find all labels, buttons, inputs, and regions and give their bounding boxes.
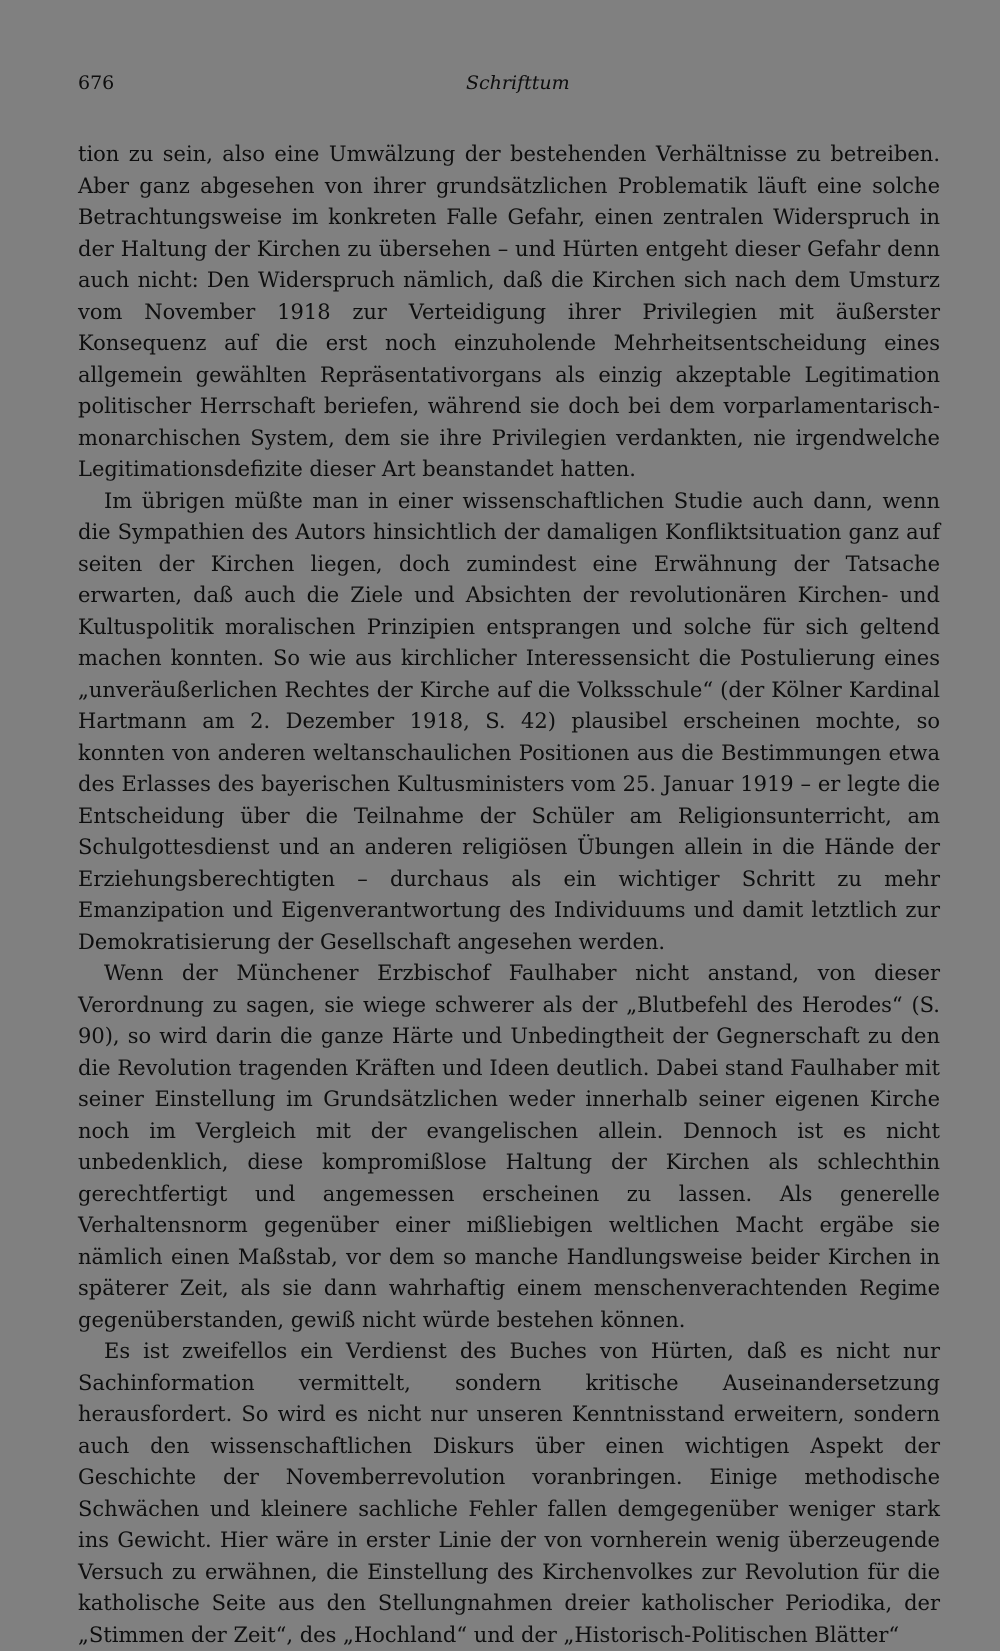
running-head: Schrifttum	[466, 72, 570, 94]
paragraph: Es ist zweifellos ein Verdienst des Buches von Hürten, daß es nicht nur Sachinformation vermittelt, sondern kritische Auseinandersetzung herausfordert. So wird es nicht nur unseren Kenntnisstand erweitern, sondern auch den wissenschaftlichen Diskurs über einen wichtigen Aspekt der Geschichte der Novemberrevolution voranbringen. Einige methodische Schwächen und kleinere sachliche Fehler fallen demgegenüber weniger stark ins Gewicht. Hier wäre in erster Linie der von vornherein wenig überzeugende Versuch zu erwähnen, die Einstellung des Kirchenvolkes zur Revolution für die katholische Seite aus den Stellungnahmen dreier katholischer Periodika, der „Stimmen der Zeit“, des „Hochland“ und der „Historisch-Politischen Blätter“	[78, 1339, 940, 1647]
paragraph: Wenn der Münchener Erzbischof Faulhaber nicht anstand, von dieser Verordnung zu sagen, sie wiege schwerer als der „Blutbefehl des Herodes“ (S. 90), so wird darin die ganze Härte und Unbedingtheit der Gegnerschaft zu den die Revolution tragenden Kräften und Ideen deutlich. Dabei stand Faulhaber mit seiner Einstellung im Grundsätzlichen weder innerhalb seiner eigenen Kirche noch im Vergleich mit der evangelischen allein. Dennoch ist es nicht unbedenklich, diese kompromißlose Haltung der Kirchen als schlechthin gerechtfertigt und angemessen erscheinen zu lassen. Als generelle Verhaltensnorm gegenüber einer mißliebigen weltlichen Macht ergäbe sie nämlich einen Maßstab, vor dem so manche Handlungsweise beider Kirchen in späterer Zeit, als sie dann wahrhaftig einem menschenverachtenden Regime gegenüberstanden, gewiß nicht würde bestehen können.	[78, 961, 940, 1332]
page-number: 676	[78, 72, 115, 94]
page-header	[78, 72, 940, 102]
paragraph: tion zu sein, also eine Umwälzung der bestehenden Verhältnisse zu betreiben. Aber ganz abgesehen von ihrer grundsätzlichen Problematik läuft eine solche Betrachtungsweise im konkreten Falle Gefahr, einen zentralen Widerspruch in der Haltung der Kirchen zu übersehen – und Hürten entgeht dieser Gefahr denn auch nicht: Den Widerspruch nämlich, daß die Kirchen sich nach dem Umsturz vom November 1918 zur Verteidigung ihrer Privilegien mit äußerster Konsequenz auf die erst noch einzuholende Mehrheitsentscheidung eines allgemein gewählten Repräsentativorgans als einzig akzeptable Legitimation politischer Herrschaft beriefen, während sie doch bei dem vorparlamentarisch-monarchischen System, dem sie ihre Privilegien verdankten, nie irgendwelche Legitimationsdefizite dieser Art beanstandet hatten.	[78, 142, 940, 481]
paragraph: Im übrigen müßte man in einer wissenschaftlichen Studie auch dann, wenn die Sympathien des Autors hinsichtlich der damaligen Konfliktsituation ganz auf seiten der Kirchen liegen, doch zumindest eine Erwähnung der Tatsache erwarten, daß auch die Ziele und Absichten der revolutionären Kirchen- und Kultuspolitik moralischen Prinzipien entsprangen und solche für sich geltend machen konnten. So wie aus kirchlicher Interessensicht die Postulierung eines „unveräußerlichen Rechtes der Kirche auf die Volksschule“ (der Kölner Kardinal Hartmann am 2. Dezember 1918, S. 42) plausibel erscheinen mochte, so konnten von anderen weltanschaulichen Positionen aus die Bestimmungen etwa des Erlasses des bayerischen Kultusministers vom 25. Januar 1919 – er legte die Entscheidung über die Teilnahme der Schüler am Religionsunterricht, am Schulgottesdienst und an anderen religiösen Übungen allein in die Hände der Erziehungsberechtigten – durchaus als ein wichtiger Schritt zu mehr Emanzipation und Eigenverantwortung des Individuums und damit letztlich zur Demokratisierung der Gesellschaft angesehen werden.	[78, 488, 940, 954]
body-text	[78, 139, 940, 1651]
